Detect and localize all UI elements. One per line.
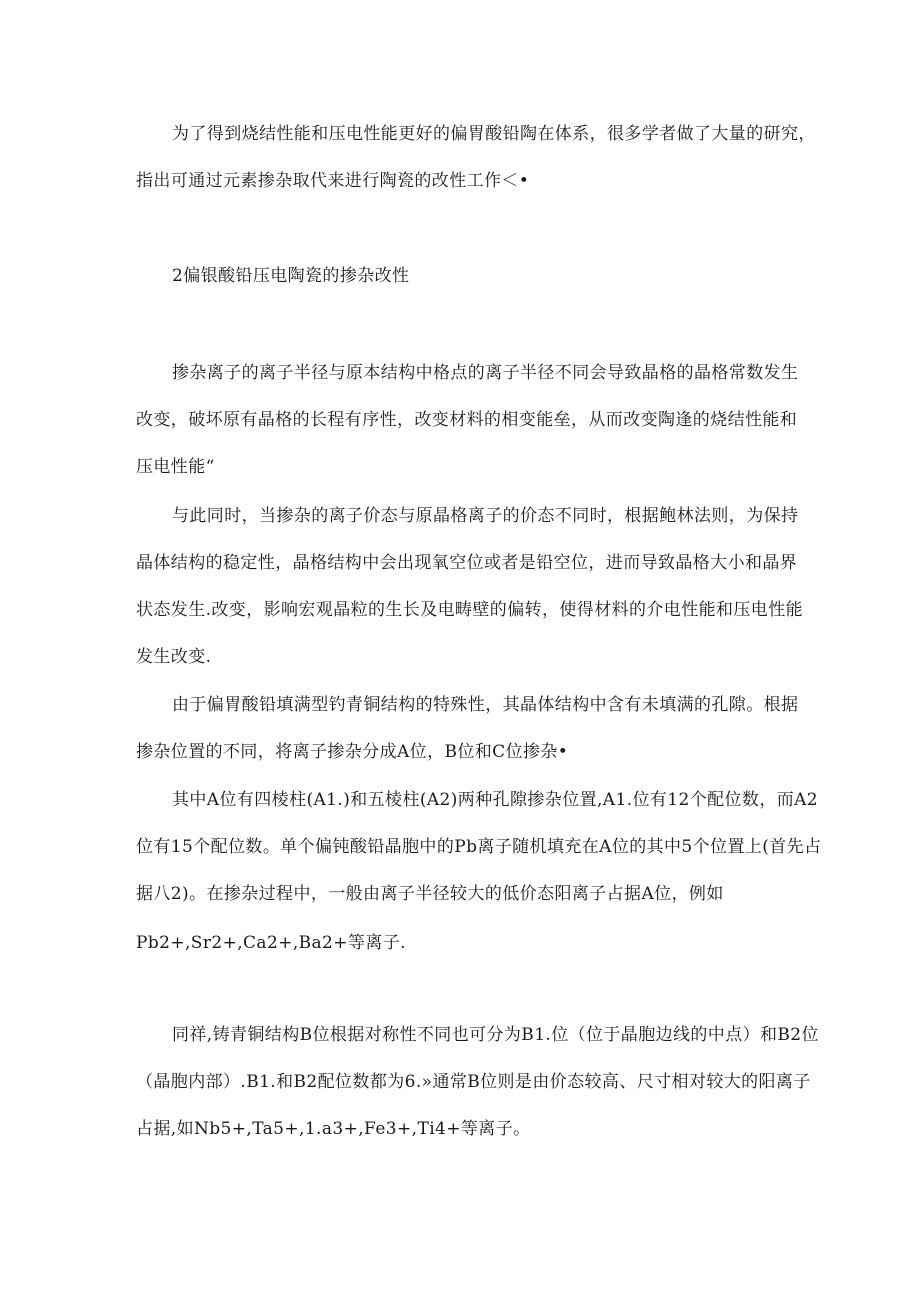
paragraph-3-line-2: 晶体结构的稳定性，晶格结构中会出现氧空位或者是铅空位，进而导致晶格大小和晶界: [136, 553, 798, 573]
paragraph-1-line-2: 指出可通过元素掺杂取代来进行陶瓷的改性工作＜•: [136, 171, 530, 191]
paragraph-4-line-2: 掺杂位置的不同，将离子掺杂分成A位，B位和C位掺杂•: [136, 742, 569, 762]
paragraph-5-line-1: 其中A位有四棱柱(A1.)和五棱柱(A2)两种孔隙掺杂位置,A1.位有12个配位数，而A2: [172, 790, 819, 810]
paragraph-5-line-4: Pb2+,Sr2+,Ca2+,Ba2+等离子.: [136, 933, 406, 953]
paragraph-3-line-1: 与此同时，当掺杂的离子价态与原晶格离子的价态不同时，根据鲍林法则，为保持: [172, 506, 799, 526]
paragraph-5-line-2: 位有15个配位数。单个偏钝酸铅晶胞中的Pb离子随机填充在A位的其中5个位置上(首先占: [136, 837, 822, 857]
paragraph-2-line-1: 掺杂离子的离子半径与原本结构中格点的离子半径不同会导致晶格的晶格常数发生: [172, 363, 799, 383]
paragraph-3-line-3: 状态发生.改变，影响宏观晶粒的生长及电畴壁的偏转，使得材料的介电性能和压电性能: [136, 600, 804, 620]
paragraph-5-line-3: 据八2)。在掺杂过程中，一般由离子半径较大的低价态阳离子占据A位，例如: [136, 884, 724, 904]
paragraph-6-line-1: 同祥,铸青铜结构B位根据对称性不同也可分为B1.位（位于晶胞边线的中点）和B2位: [172, 1025, 819, 1045]
paragraph-6-line-2: （晶胞内部）.B1.和B2配位数都为6.»通常B位则是由价态较高、尺寸相对较大的阳离子: [136, 1072, 811, 1092]
paragraph-1-line-1: 为了得到烧结性能和压电性能更好的偏胃酸铅陶在体系，很多学者做了大量的研究，: [172, 124, 816, 144]
paragraph-6-line-3: 占据,如Nb5+,Ta5+,1.a3+,Fe3+,Ti4+等离子。: [136, 1119, 531, 1139]
paragraph-2-line-3: 压电性能“: [136, 457, 215, 477]
section-heading: 2偏银酸铅压电陶瓷的掺杂改性: [172, 266, 410, 286]
paragraph-4-line-1: 由于偏胃酸铅填满型钓青铜结构的特殊性，其晶体结构中含有未填满的孔隙。根据: [172, 695, 799, 715]
paragraph-3-line-4: 发生改变.: [136, 647, 212, 667]
paragraph-2-line-2: 改变，破坏原有晶格的长程有序性，改变材料的相变能垒，从而改变陶逢的烧结性能和: [136, 410, 798, 430]
